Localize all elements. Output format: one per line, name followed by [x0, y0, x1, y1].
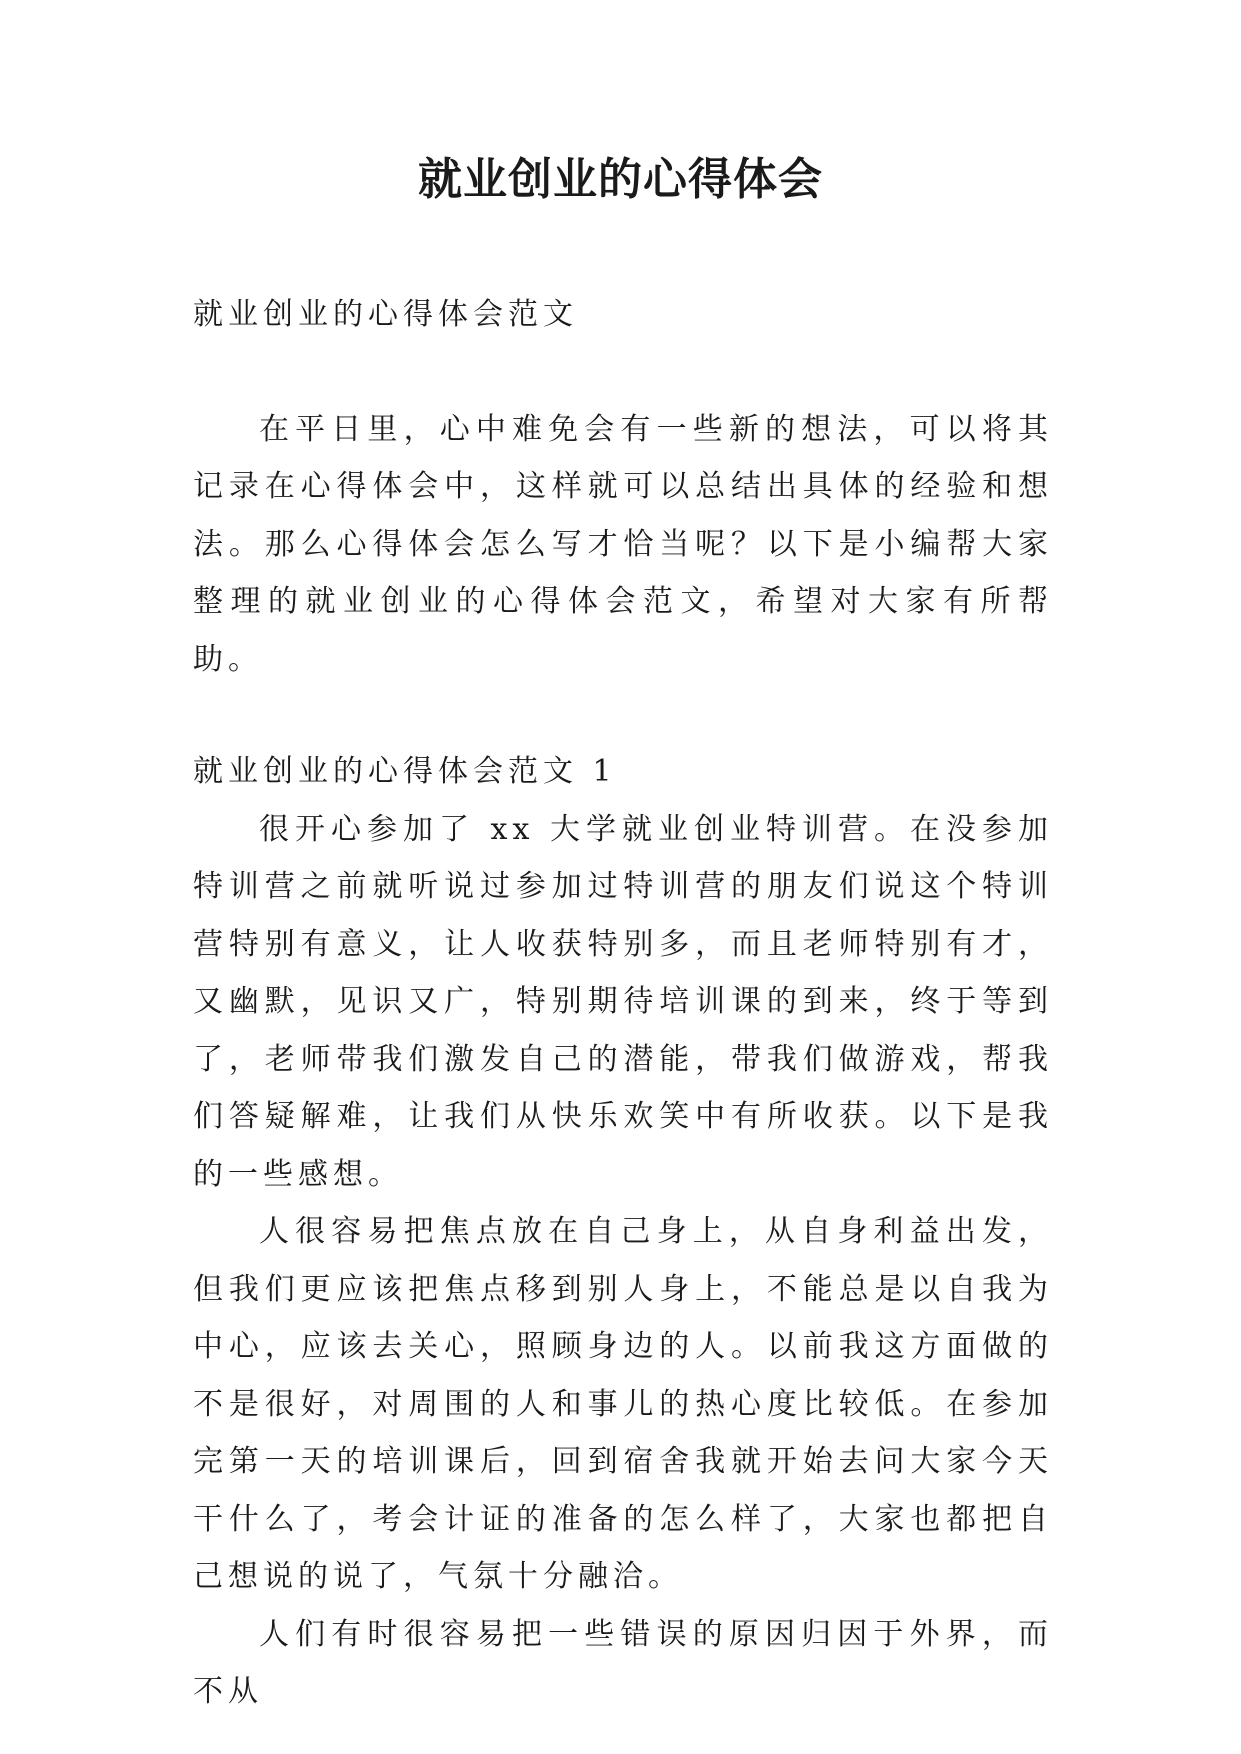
- body-paragraph: 人们有时很容易把一些错误的原因归因于外界，而不从: [193, 1616, 1053, 1709]
- document-body: [193, 286, 1053, 1721]
- document-subtitle: 就业创业的心得体会范文: [193, 297, 578, 332]
- section-heading: 就业创业的心得体会范文 1: [193, 754, 617, 789]
- document-title: 就业创业的心得体会: [418, 154, 823, 205]
- body-paragraph: 很开心参加了 xx 大学就业创业特训营。在没参加特训营之前就听说过参加过特训营的朋友们说这个特训营特别有意义，让人收获特别多，而且老师特别有才，又幽默，见识又广，特别期待培训课的到来，终于等到了，老师带我们激发自己的潜能，带我们做游戏，帮我们答疑解难，让我们从快乐欢笑中有所收获。以下是我的一些感想。: [193, 811, 1053, 1192]
- intro-paragraph: 在平日里，心中难免会有一些新的想法，可以将其记录在心得体会中，这样就可以总结出具体的经验和想法。那么心得体会怎么写才恰当呢？以下是小编帮大家整理的就业创业的心得体会范文，希望对大家有所帮助。: [193, 411, 1053, 677]
- body-paragraph: 人很容易把焦点放在自己身上，从自身利益出发，但我们更应该把焦点移到别人身上，不能总是以自我为中心，应该去关心，照顾身边的人。以前我这方面做的不是很好，对周围的人和事儿的热心度比较低。在参加完第一天的培训课后，回到宿舍我就开始去问大家今天干什么了，考会计证的准备的怎么样了，大家也都把自己想说的说了，气氛十分融洽。: [193, 1214, 1053, 1594]
